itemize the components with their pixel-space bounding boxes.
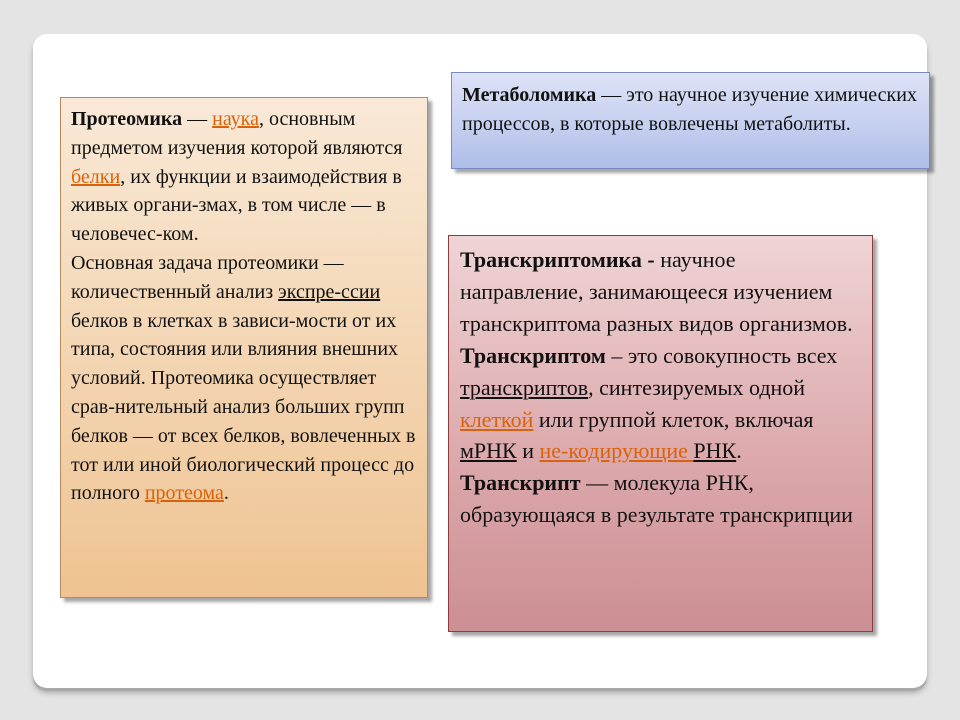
metabolomics-term: Метаболомика [462,84,597,106]
transcriptome-term: Транскриптом [460,342,606,368]
text-span: . [736,438,742,464]
text-span: научное направление, занимающееся изучением транскриптома разных видов организмов. [460,247,853,336]
link-belki[interactable]: белки [71,165,121,188]
text-span: , синтезируемых одной [588,374,806,400]
text-span: Основная задача протеомики — количественный анализ [71,251,344,303]
link-nauka[interactable]: наука [212,108,259,130]
text-span: . [223,482,229,505]
text-span: и [516,438,540,464]
transcriptomics-paragraph [460,244,862,531]
text-span: или группой клеток, включая [533,406,814,432]
transcriptomics-box [448,235,873,632]
text-span: , основным предметом изучения которой являются [71,108,403,159]
text-span: – это совокупность всех [605,342,838,368]
text-span: , их функции и взаимодействия в живых органи-змах, в том числе — в человечес-ком. [71,165,402,246]
link-cell[interactable]: клеткой [460,406,534,432]
transcriptomics-term: Транскриптомика - [460,247,655,272]
proteomics-task-paragraph [71,249,417,508]
text-span: — молекула РНК, образующаяся в результате транскрипции [460,470,853,528]
text-span: — [182,108,213,130]
text-span: — это научное изучение химических процессов, в которые вовлечены метаболиты. [462,84,917,135]
metabolomics-paragraph [462,81,919,139]
link-proteome[interactable]: протеома [144,482,224,505]
underlined-transcripts: транскриптов [460,374,589,400]
proteomics-term: Протеомика [71,108,183,130]
metabolomics-box [451,72,930,169]
underlined-mrna: мРНК [460,438,517,464]
proteomics-paragraph [71,105,417,249]
link-noncoding[interactable]: не-кодирующие [539,438,694,464]
underlined-rna: РНК [693,438,737,464]
proteomics-box [60,97,428,598]
transcript-term: Транскрипт [460,470,581,496]
underlined-expression: экспре-ссии [278,280,381,303]
text-span: белков в клетках в зависи-мости от их типа, состояния или влияния внешних условий. Протеомика осуществляет срав-нительный анализ больших групп белков — от всех белков, вовлеченных в тот или иной биологический процесс до полного [71,309,416,505]
